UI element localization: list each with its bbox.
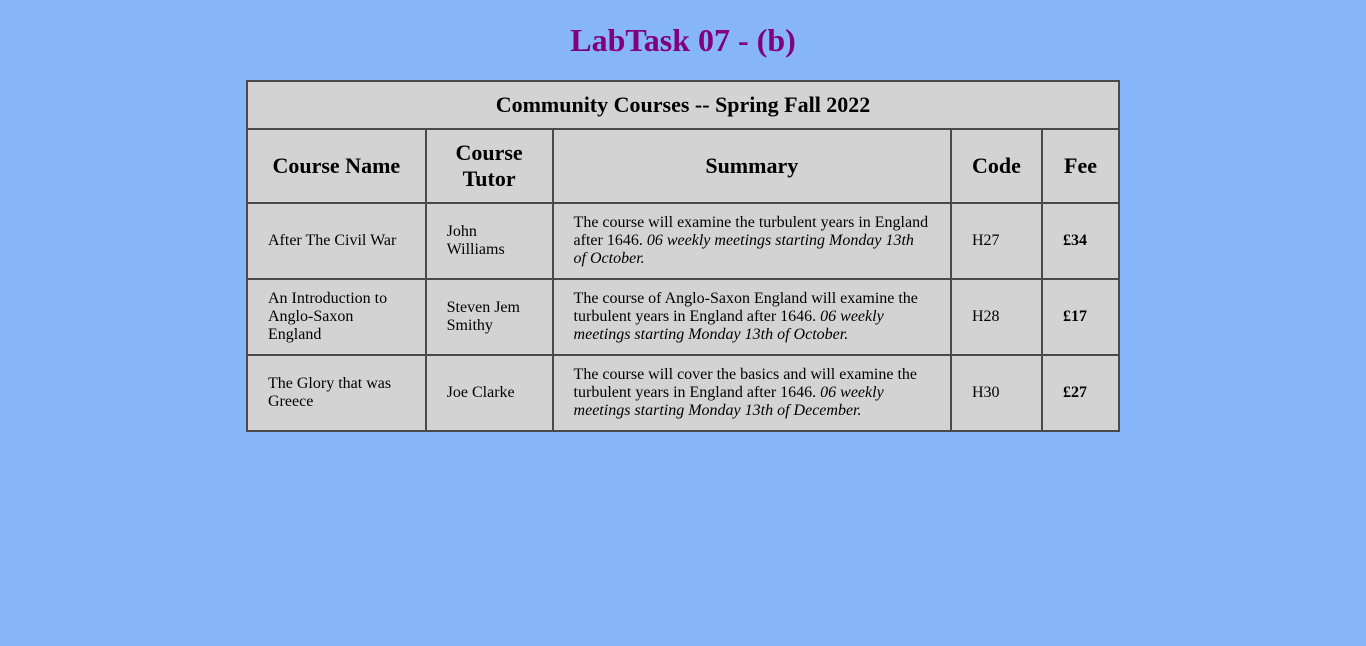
table-row xyxy=(247,355,1119,431)
course-tutor-cell: Steven Jem Smithy xyxy=(426,279,553,355)
course-code-cell: H28 xyxy=(951,279,1042,355)
course-code-cell: H30 xyxy=(951,355,1042,431)
course-fee-cell: £17 xyxy=(1042,279,1119,355)
course-tutor-cell: Joe Clarke xyxy=(426,355,553,431)
summary-schedule-note: 06 weekly meetings starting Monday 13th of October. xyxy=(573,308,884,343)
course-fee-cell: £27 xyxy=(1042,355,1119,431)
page-title: LabTask 07 - (b) xyxy=(570,22,796,58)
table-header-row xyxy=(247,129,1119,203)
table-row xyxy=(247,279,1119,355)
summary-cell xyxy=(553,279,951,355)
summary-schedule-note: 06 weekly meetings starting Monday 13th of December. xyxy=(573,384,884,419)
summary-text: The course of Anglo-Saxon England will examine the turbulent years in England after 1646. xyxy=(573,290,918,325)
header-code: Code xyxy=(951,129,1042,203)
summary-text: The course will cover the basics and will examine the turbulent years in England after 1646. xyxy=(573,366,917,401)
table-caption: Community Courses -- Spring Fall 2022 xyxy=(247,81,1119,129)
course-name-cell: After The Civil War xyxy=(247,203,426,279)
header-summary: Summary xyxy=(553,129,951,203)
courses-table xyxy=(246,80,1120,432)
summary-cell xyxy=(553,203,951,279)
course-tutor-cell: John Williams xyxy=(426,203,553,279)
table-caption-row xyxy=(247,81,1119,129)
course-name-cell: An Introduction to Anglo-Saxon England xyxy=(247,279,426,355)
header-course-tutor: Course Tutor xyxy=(426,129,553,203)
table-row xyxy=(247,203,1119,279)
course-name-cell: The Glory that was Greece xyxy=(247,355,426,431)
course-fee-cell: £34 xyxy=(1042,203,1119,279)
header-fee: Fee xyxy=(1042,129,1119,203)
summary-text: The course will examine the turbulent years in England after 1646. xyxy=(573,214,929,249)
header-course-name: Course Name xyxy=(247,129,426,203)
summary-cell xyxy=(553,355,951,431)
summary-schedule-note: 06 weekly meetings starting Monday 13th of October. xyxy=(573,232,914,267)
course-code-cell: H27 xyxy=(951,203,1042,279)
